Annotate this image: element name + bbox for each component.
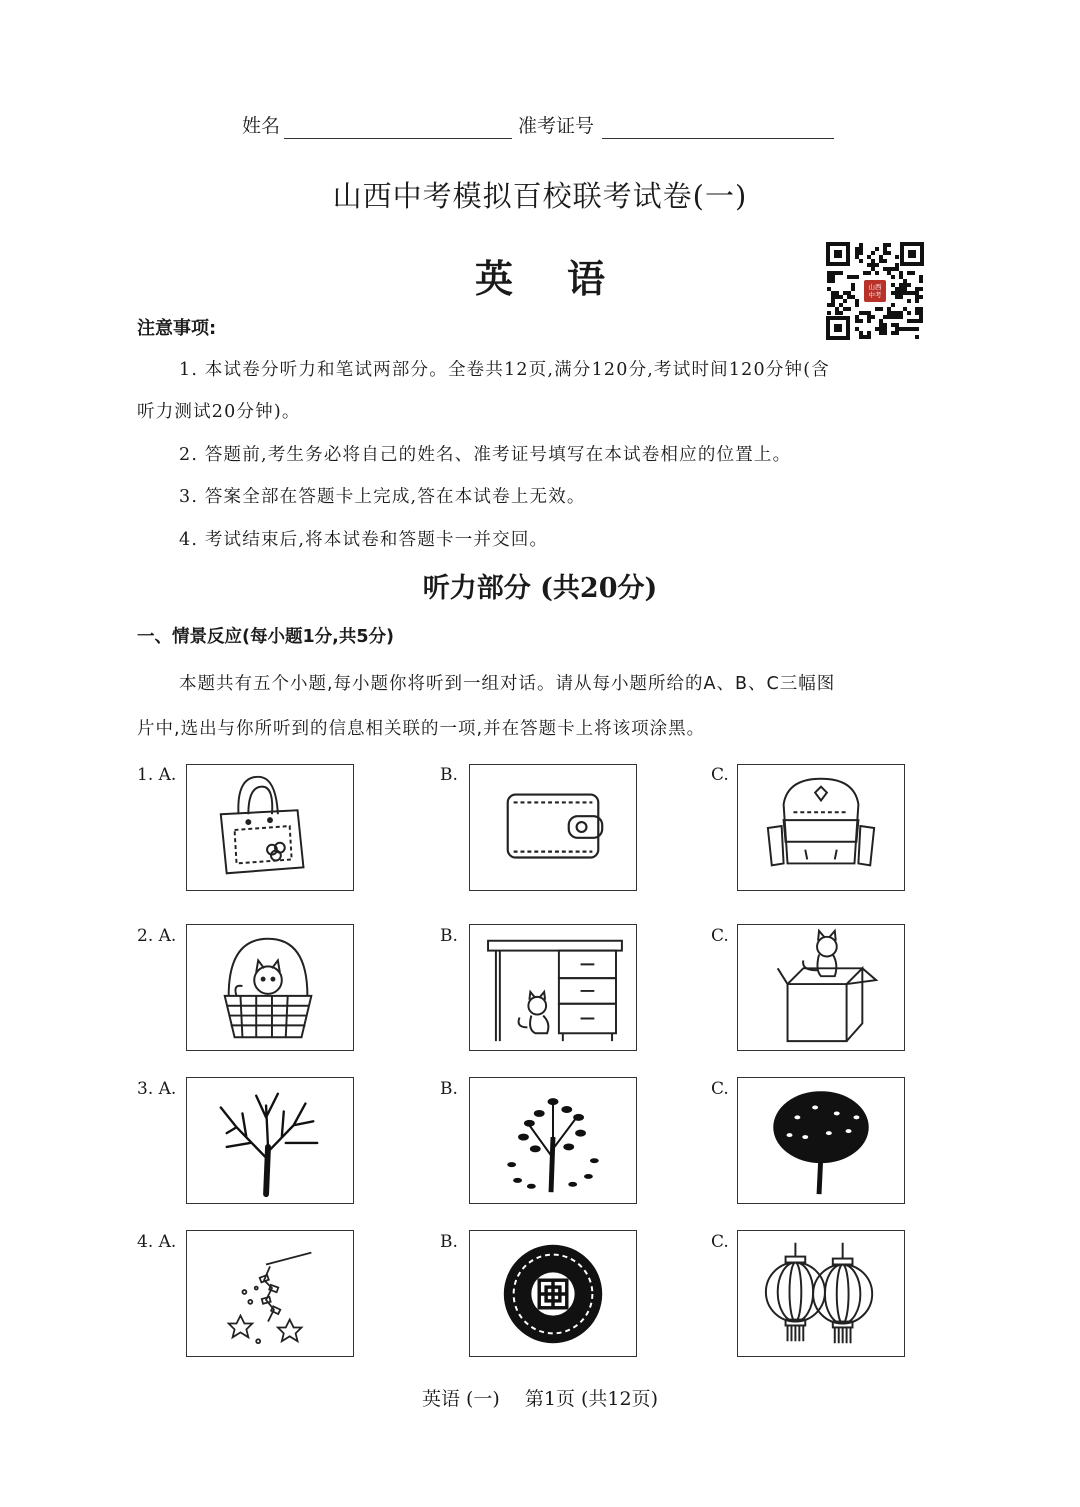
qr-module — [899, 291, 903, 295]
qr-module — [895, 327, 899, 331]
qr-module — [911, 327, 915, 331]
notice-item-2: 2. 答题前,考生务必将自己的姓名、准考证号填写在本试卷相应的位置上。 — [179, 445, 792, 465]
qr-module — [827, 279, 831, 283]
qr-module — [855, 275, 859, 279]
qr-module — [887, 243, 891, 247]
name-label: 姓名 — [242, 115, 281, 137]
qr-module — [859, 251, 863, 255]
qr-module — [879, 255, 883, 259]
qr-module — [855, 319, 859, 323]
qr-module — [867, 255, 871, 259]
qr-stamp-text: 山西 — [868, 283, 882, 291]
qr-module — [899, 311, 903, 315]
qr-module — [867, 319, 871, 323]
qr-module — [871, 251, 875, 255]
notice-item-1: 1. 本试卷分听力和笔试两部分。全卷共12页,满分120分,考试时间120分钟(含 — [179, 360, 830, 380]
qr-module — [907, 299, 911, 303]
qr-module — [871, 267, 875, 271]
qr-module — [831, 295, 835, 299]
firecrackers-icon[interactable] — [186, 1230, 354, 1357]
qr-module — [915, 287, 919, 291]
qr-module — [883, 327, 887, 331]
qr-module — [919, 311, 923, 315]
qr-module — [859, 243, 863, 247]
cat-in-basket-icon[interactable] — [186, 924, 354, 1051]
qr-module — [915, 291, 919, 295]
question-1-label-a: 1. A. — [137, 765, 177, 785]
qr-module — [907, 291, 911, 295]
question-1-label-b: B. — [440, 765, 458, 785]
falling-leaves-tree-icon[interactable] — [469, 1077, 637, 1204]
qr-module — [827, 287, 831, 291]
qr-module — [827, 311, 831, 315]
qr-module — [903, 327, 907, 331]
qr-module — [915, 307, 919, 311]
qr-module — [859, 311, 863, 315]
qr-module — [859, 247, 863, 251]
qr-module — [867, 311, 871, 315]
qr-module — [899, 315, 903, 319]
qr-module — [895, 291, 899, 295]
qr-module — [907, 319, 911, 323]
qr-module — [855, 255, 859, 259]
qr-module — [851, 287, 855, 291]
qr-module — [895, 287, 899, 291]
qr-module — [895, 295, 899, 299]
qr-module — [895, 315, 899, 319]
qr-module — [839, 295, 843, 299]
qr-module — [843, 299, 847, 303]
qr-module — [915, 295, 919, 299]
notice-item-4: 4. 考试结束后,将本试卷和答题卡一并交回。 — [179, 530, 549, 550]
qr-module — [835, 311, 839, 315]
backpack-icon[interactable] — [737, 764, 905, 891]
notice-item-1-cont: 听力测试20分钟)。 — [137, 402, 301, 422]
qr-module — [891, 315, 895, 319]
qr-module — [903, 287, 907, 291]
exam-title: 山西中考模拟百校联考试卷(一) — [332, 179, 748, 213]
qr-module — [859, 335, 863, 339]
qr-module — [875, 247, 879, 251]
qr-module — [835, 271, 839, 275]
qr-module — [863, 335, 867, 339]
question-3-label-a: 3. A. — [137, 1079, 177, 1099]
bare-tree-icon[interactable] — [186, 1077, 354, 1204]
qr-module — [855, 303, 859, 307]
candidate-info — [0, 112, 1080, 144]
name-field[interactable] — [284, 138, 512, 139]
qr-module — [895, 267, 899, 271]
svg-text:中考: 中考 — [868, 291, 882, 299]
qr-module — [887, 251, 891, 255]
qr-module — [899, 327, 903, 331]
qr-module — [835, 295, 839, 299]
qr-module — [903, 291, 907, 295]
qr-module — [847, 307, 851, 311]
qr-module — [899, 271, 903, 275]
cat-on-box-icon[interactable] — [737, 924, 905, 1051]
qr-module — [895, 263, 899, 267]
qr-module — [883, 247, 887, 251]
qr-module — [839, 303, 843, 307]
qr-module — [867, 331, 871, 335]
qr-module — [907, 311, 911, 315]
qr-module — [855, 315, 859, 319]
qr-module — [883, 251, 887, 255]
qr-module — [875, 307, 879, 311]
qr-module — [863, 271, 867, 275]
qr-module — [887, 311, 891, 315]
qr-module — [891, 267, 895, 271]
qr-module — [883, 331, 887, 335]
qr-module — [879, 319, 883, 323]
question-2-label-c: C. — [711, 926, 729, 946]
qr-module — [839, 271, 843, 275]
subject-title: 英语 — [474, 256, 659, 301]
qr-module — [907, 283, 911, 287]
paper-cut-icon[interactable] — [469, 1230, 637, 1357]
qr-module — [887, 315, 891, 319]
question-2-label-a: 2. A. — [137, 926, 177, 946]
qr-module — [851, 275, 855, 279]
listening-section-title: 听力部分 (共20分) — [422, 573, 658, 604]
qr-module — [883, 243, 887, 247]
qr-module — [851, 283, 855, 287]
exam-id-label: 准考证号 — [518, 115, 595, 137]
qr-code-icon — [826, 242, 924, 340]
qr-module — [855, 299, 859, 303]
qr-module — [871, 259, 875, 263]
qr-module — [887, 267, 891, 271]
lanterns-icon[interactable] — [737, 1230, 905, 1357]
wallet-icon[interactable] — [469, 764, 637, 891]
notice-title: 注意事项: — [137, 318, 217, 339]
question-2-label-b: B. — [440, 926, 458, 946]
qr-module — [855, 247, 859, 251]
qr-module — [847, 275, 851, 279]
question-4-label-c: C. — [711, 1232, 729, 1252]
qr-module — [919, 319, 923, 323]
handbag-icon[interactable] — [186, 764, 354, 891]
exam-id-field[interactable] — [602, 138, 834, 139]
qr-module — [891, 275, 895, 279]
qr-module — [887, 307, 891, 311]
qr-module — [839, 311, 843, 315]
qr-module — [883, 259, 887, 263]
qr-module — [851, 295, 855, 299]
qr-module — [911, 319, 915, 323]
qr-module — [831, 299, 835, 303]
qr-module — [835, 307, 839, 311]
qr-module — [911, 291, 915, 295]
qr-module — [879, 323, 883, 327]
qr-module — [875, 263, 879, 267]
qr-module — [899, 295, 903, 299]
qr-module — [919, 295, 923, 299]
qr-module — [867, 335, 871, 339]
qr-module — [871, 315, 875, 319]
qr-module — [871, 263, 875, 267]
instruction-line-1: 本题共有五个小题,每小题你将听到一组对话。请从每小题所给的A、B、C三幅图 — [179, 674, 836, 694]
qr-module — [855, 251, 859, 255]
instruction-line-2: 片中,选出与你所听到的信息相关联的一项,并在答题卡上将该项涂黑。 — [137, 719, 706, 739]
qr-module — [879, 307, 883, 311]
qr-module — [843, 291, 847, 295]
qr-module — [899, 287, 903, 291]
page-footer: 英语 (一) 第1页 (共12页) — [421, 1388, 659, 1410]
qr-module — [831, 275, 835, 279]
qr-module — [867, 315, 871, 319]
qr-module — [915, 335, 919, 339]
qr-module — [827, 303, 831, 307]
question-4-label-b: B. — [440, 1232, 458, 1252]
qr-module — [831, 271, 835, 275]
qr-module — [915, 311, 919, 315]
qr-module — [895, 311, 899, 315]
qr-module — [891, 283, 895, 287]
qr-module — [895, 331, 899, 335]
qr-module — [831, 303, 835, 307]
question-1-label-c: C. — [711, 765, 729, 785]
qr-module — [859, 259, 863, 263]
question-4-label-a: 4. A. — [137, 1232, 177, 1252]
qr-module — [915, 319, 919, 323]
qr-module — [899, 275, 903, 279]
qr-module — [919, 307, 923, 311]
qr-module — [831, 291, 835, 295]
qr-module — [843, 307, 847, 311]
question-3-label-b: B. — [440, 1079, 458, 1099]
qr-module — [903, 307, 907, 311]
qr-module — [863, 311, 867, 315]
qr-module — [891, 323, 895, 327]
qr-module — [899, 283, 903, 287]
cat-under-desk-icon[interactable] — [469, 924, 637, 1051]
qr-module — [883, 315, 887, 319]
qr-module — [879, 259, 883, 263]
qr-module — [895, 323, 899, 327]
qr-module — [903, 279, 907, 283]
qr-module — [875, 271, 879, 275]
qr-module — [831, 279, 835, 283]
notice-item-3: 3. 答案全部在答题卡上完成,答在本试卷上无效。 — [179, 487, 586, 507]
qr-module — [919, 287, 923, 291]
qr-module — [919, 275, 923, 279]
qr-module — [887, 271, 891, 275]
qr-module — [891, 331, 895, 335]
qr-module — [907, 271, 911, 275]
qr-module — [883, 323, 887, 327]
qr-module — [875, 327, 879, 331]
qr-module — [891, 303, 895, 307]
part-one-title: 一、情景反应(每小题1分,共5分) — [137, 627, 394, 647]
qr-module — [903, 283, 907, 287]
qr-module — [891, 291, 895, 295]
qr-module — [827, 275, 831, 279]
question-3-label-c: C. — [711, 1079, 729, 1099]
qr-module — [915, 299, 919, 303]
qr-module — [847, 295, 851, 299]
qr-module — [835, 291, 839, 295]
qr-module — [895, 255, 899, 259]
qr-module — [879, 331, 883, 335]
qr-module — [855, 327, 859, 331]
qr-module — [911, 271, 915, 275]
qr-module — [891, 311, 895, 315]
qr-module — [827, 271, 831, 275]
qr-module — [859, 331, 863, 335]
qr-module — [847, 291, 851, 295]
qr-module — [867, 263, 871, 267]
leafy-tree-icon[interactable] — [737, 1077, 905, 1204]
qr-module — [867, 271, 871, 275]
qr-module — [859, 319, 863, 323]
qr-module — [915, 327, 919, 331]
qr-module — [879, 327, 883, 331]
qr-module — [919, 279, 923, 283]
qr-module — [919, 315, 923, 319]
qr-module — [883, 267, 887, 271]
qr-module — [907, 327, 911, 331]
